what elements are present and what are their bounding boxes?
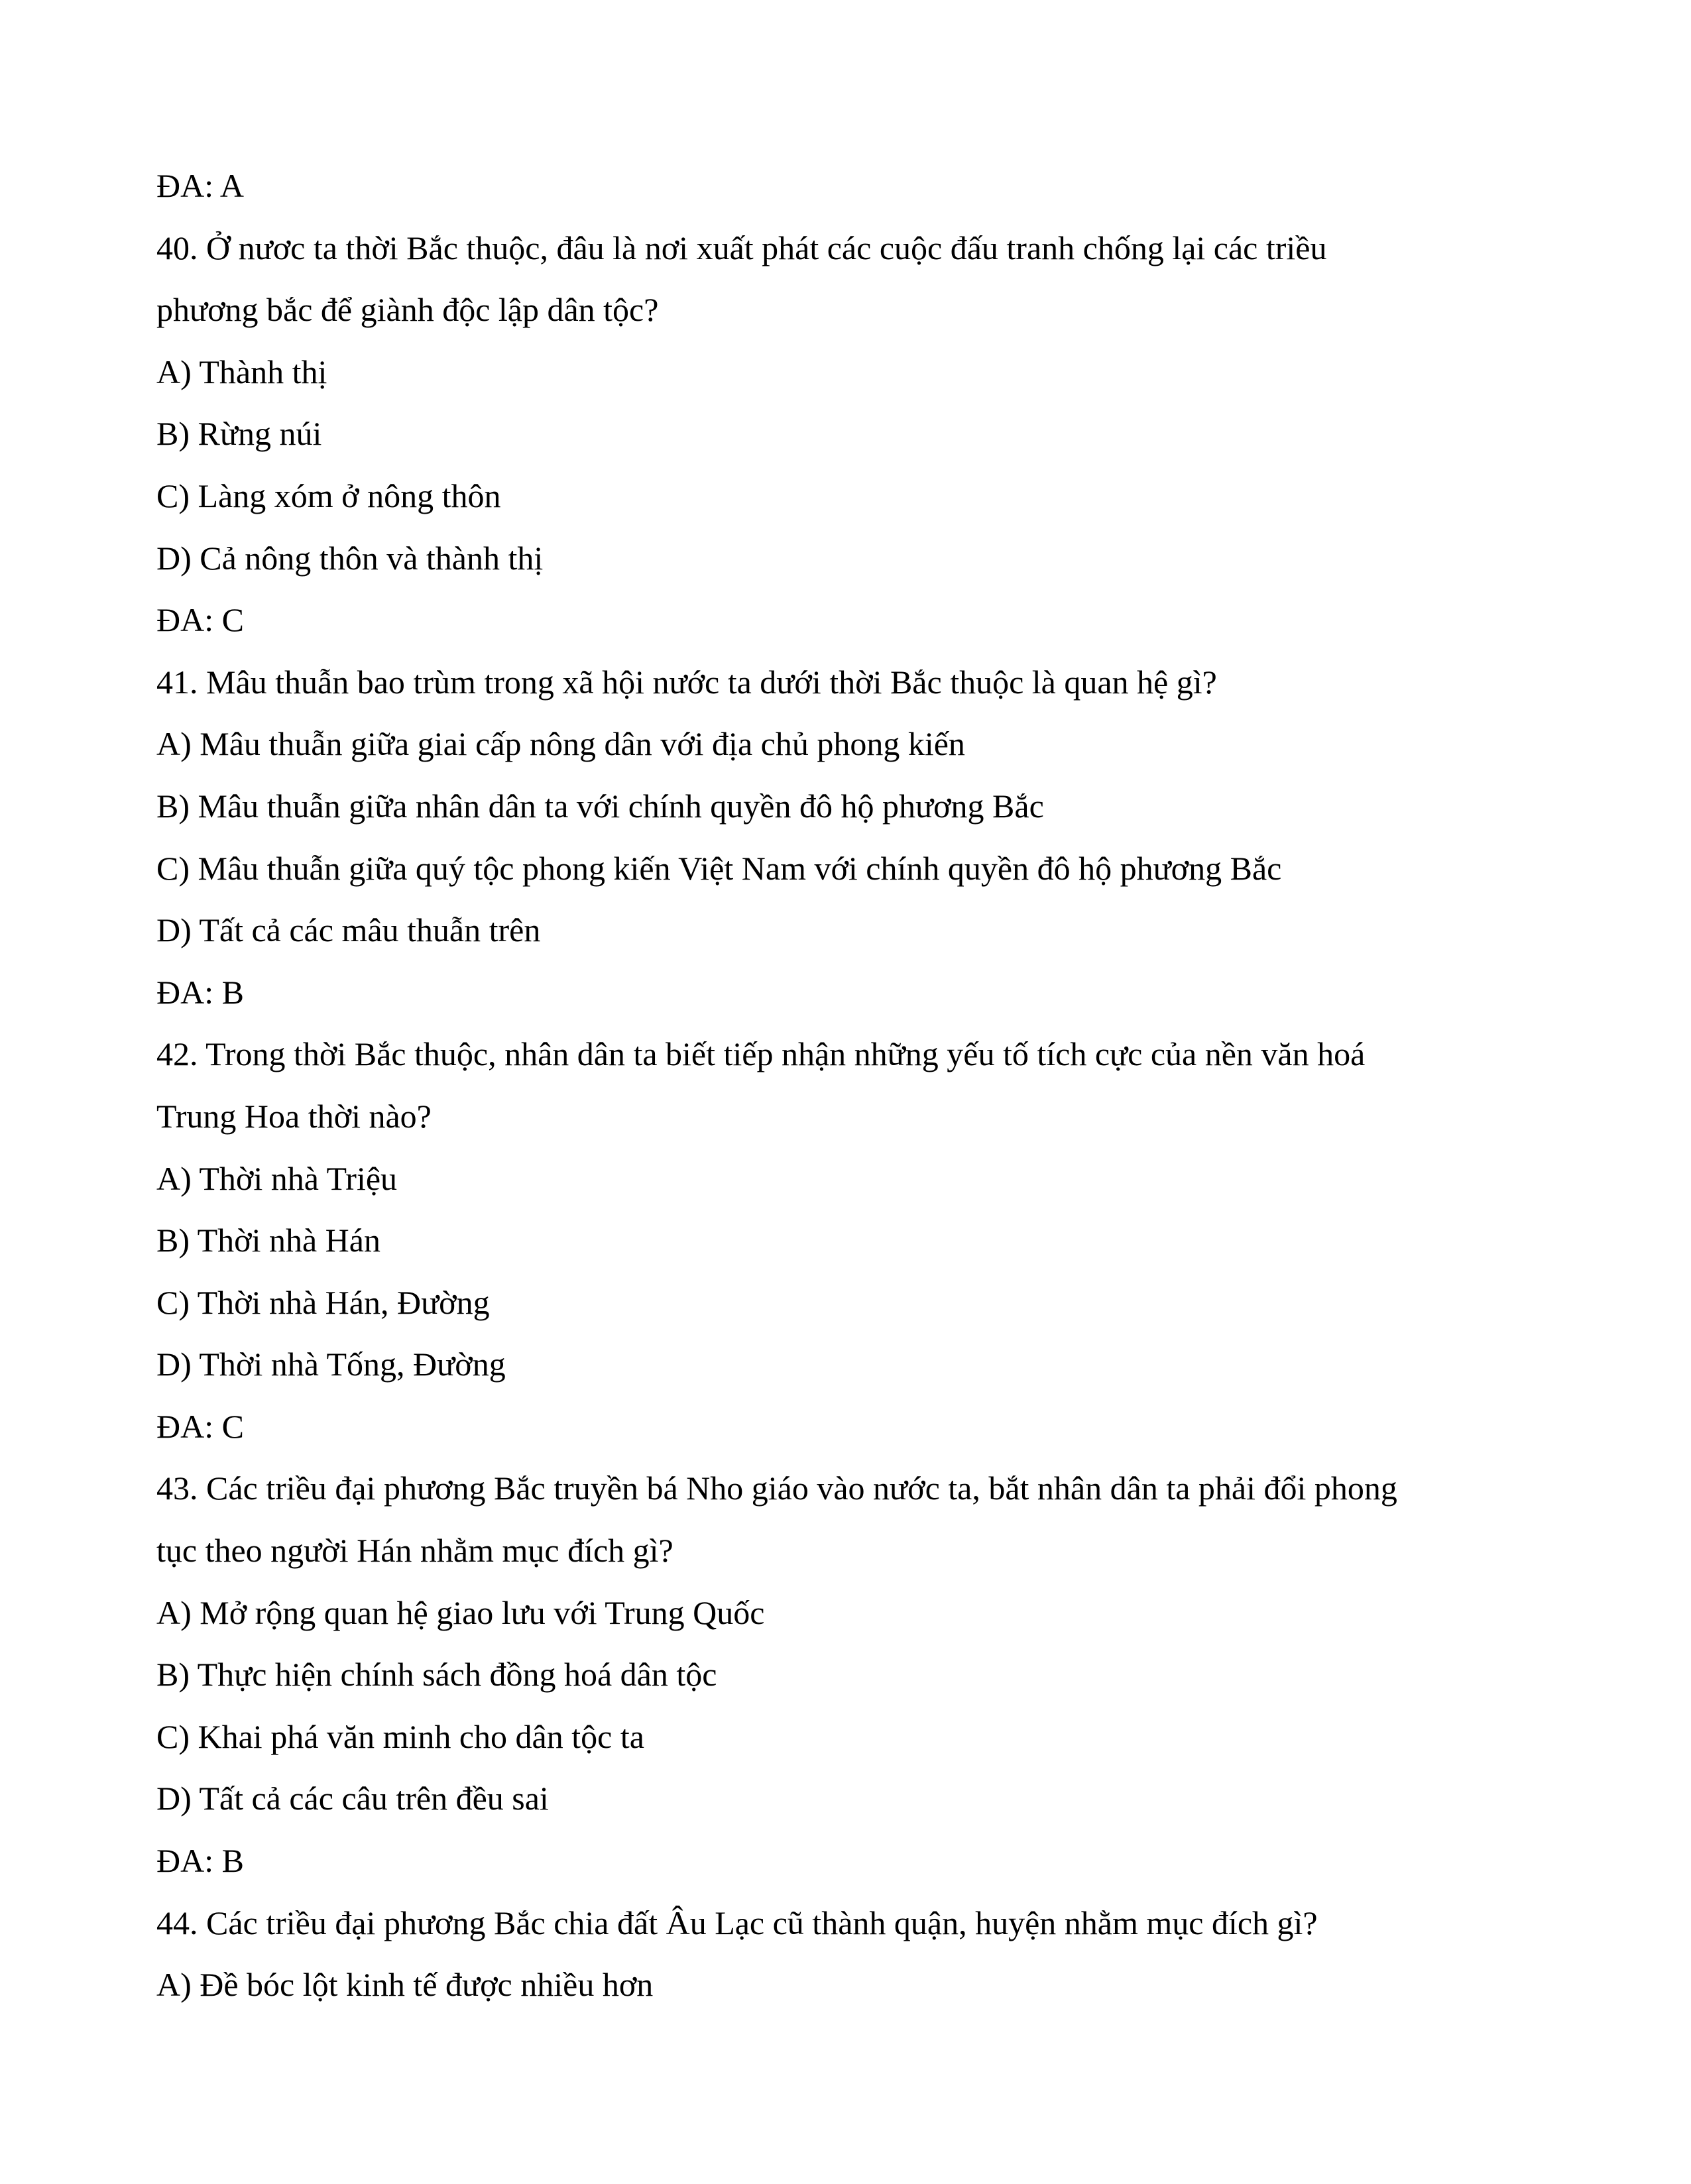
question-40-text-cont: phương bắc để giành độc lập dân tộc? [156,291,659,329]
question-40-option-c: C) Làng xóm ở nông thôn [156,477,501,514]
question-43-option-c: C) Khai phá văn minh cho dân tộc ta [156,1717,644,1755]
question-42-option-c: C) Thời nhà Hán, Đường [156,1283,490,1321]
question-43-text-cont: tục theo người Hán nhằm mục đích gì? [156,1532,673,1570]
question-41-text: 41. Mâu thuẫn bao trùm trong xã hội nước ta dưới thời Bắc thuộc là quan hệ gì? [156,663,1217,701]
question-42-option-d: D) Thời nhà Tống, Đường [156,1346,506,1383]
question-41-option-d: D) Tất cả các mâu thuẫn trên [156,911,541,949]
question-42-text-cont: Trung Hoa thời nào? [156,1097,432,1135]
question-43-option-b: B) Thực hiện chính sách đồng hoá dân tộc [156,1656,717,1694]
question-42-text: 42. Trong thời Bắc thuộc, nhân dân ta biết tiếp nhận những yếu tố tích cực của nền văn hoá [156,1035,1366,1073]
question-40-answer: ĐA: C [156,601,244,639]
question-41-option-a: A) Mâu thuẫn giữa giai cấp nông dân với địa chủ phong kiến [156,725,965,763]
question-42-option-b: B) Thời nhà Hán [156,1222,380,1259]
question-44-option-a: A) Đề bóc lột kinh tế được nhiều hơn [156,1966,654,2004]
question-42-answer: ĐA: C [156,1407,244,1445]
question-41-option-c: C) Mâu thuẫn giữa quý tộc phong kiến Việt Nam với chính quyền đô hộ phương Bắc [156,849,1282,887]
answer-label: ĐA: A [156,167,244,204]
question-42-option-a: A) Thời nhà Triệu [156,1159,398,1197]
question-40-text: 40. Ở nươc ta thời Bắc thuộc, đâu là nơi xuất phát các cuộc đấu tranh chống lại các triều [156,229,1327,266]
question-40-option-d: D) Cả nông thôn và thành thị [156,539,544,577]
question-43-answer: ĐA: B [156,1842,244,1880]
question-44-text: 44. Các triều đại phương Bắc chia đất Âu Lạc cũ thành quận, huyện nhằm mục đích gì? [156,1904,1318,1941]
question-43-option-a: A) Mở rộng quan hệ giao lưu với Trung Quốc [156,1593,765,1631]
document-text [156,155,1542,2016]
question-41-answer: ĐA: B [156,973,244,1011]
question-40-option-b: B) Rừng núi [156,415,322,453]
question-43-option-d: D) Tất cả các câu trên đều sai [156,1780,549,1817]
question-43-text: 43. Các triều đại phương Bắc truyền bá Nho giáo vào nước ta, bắt nhân dân ta phải đổi phong [156,1469,1397,1507]
question-41-option-b: B) Mâu thuẫn giữa nhân dân ta với chính quyền đô hộ phương Bắc [156,787,1044,825]
question-40-option-a: A) Thành thị [156,353,327,390]
